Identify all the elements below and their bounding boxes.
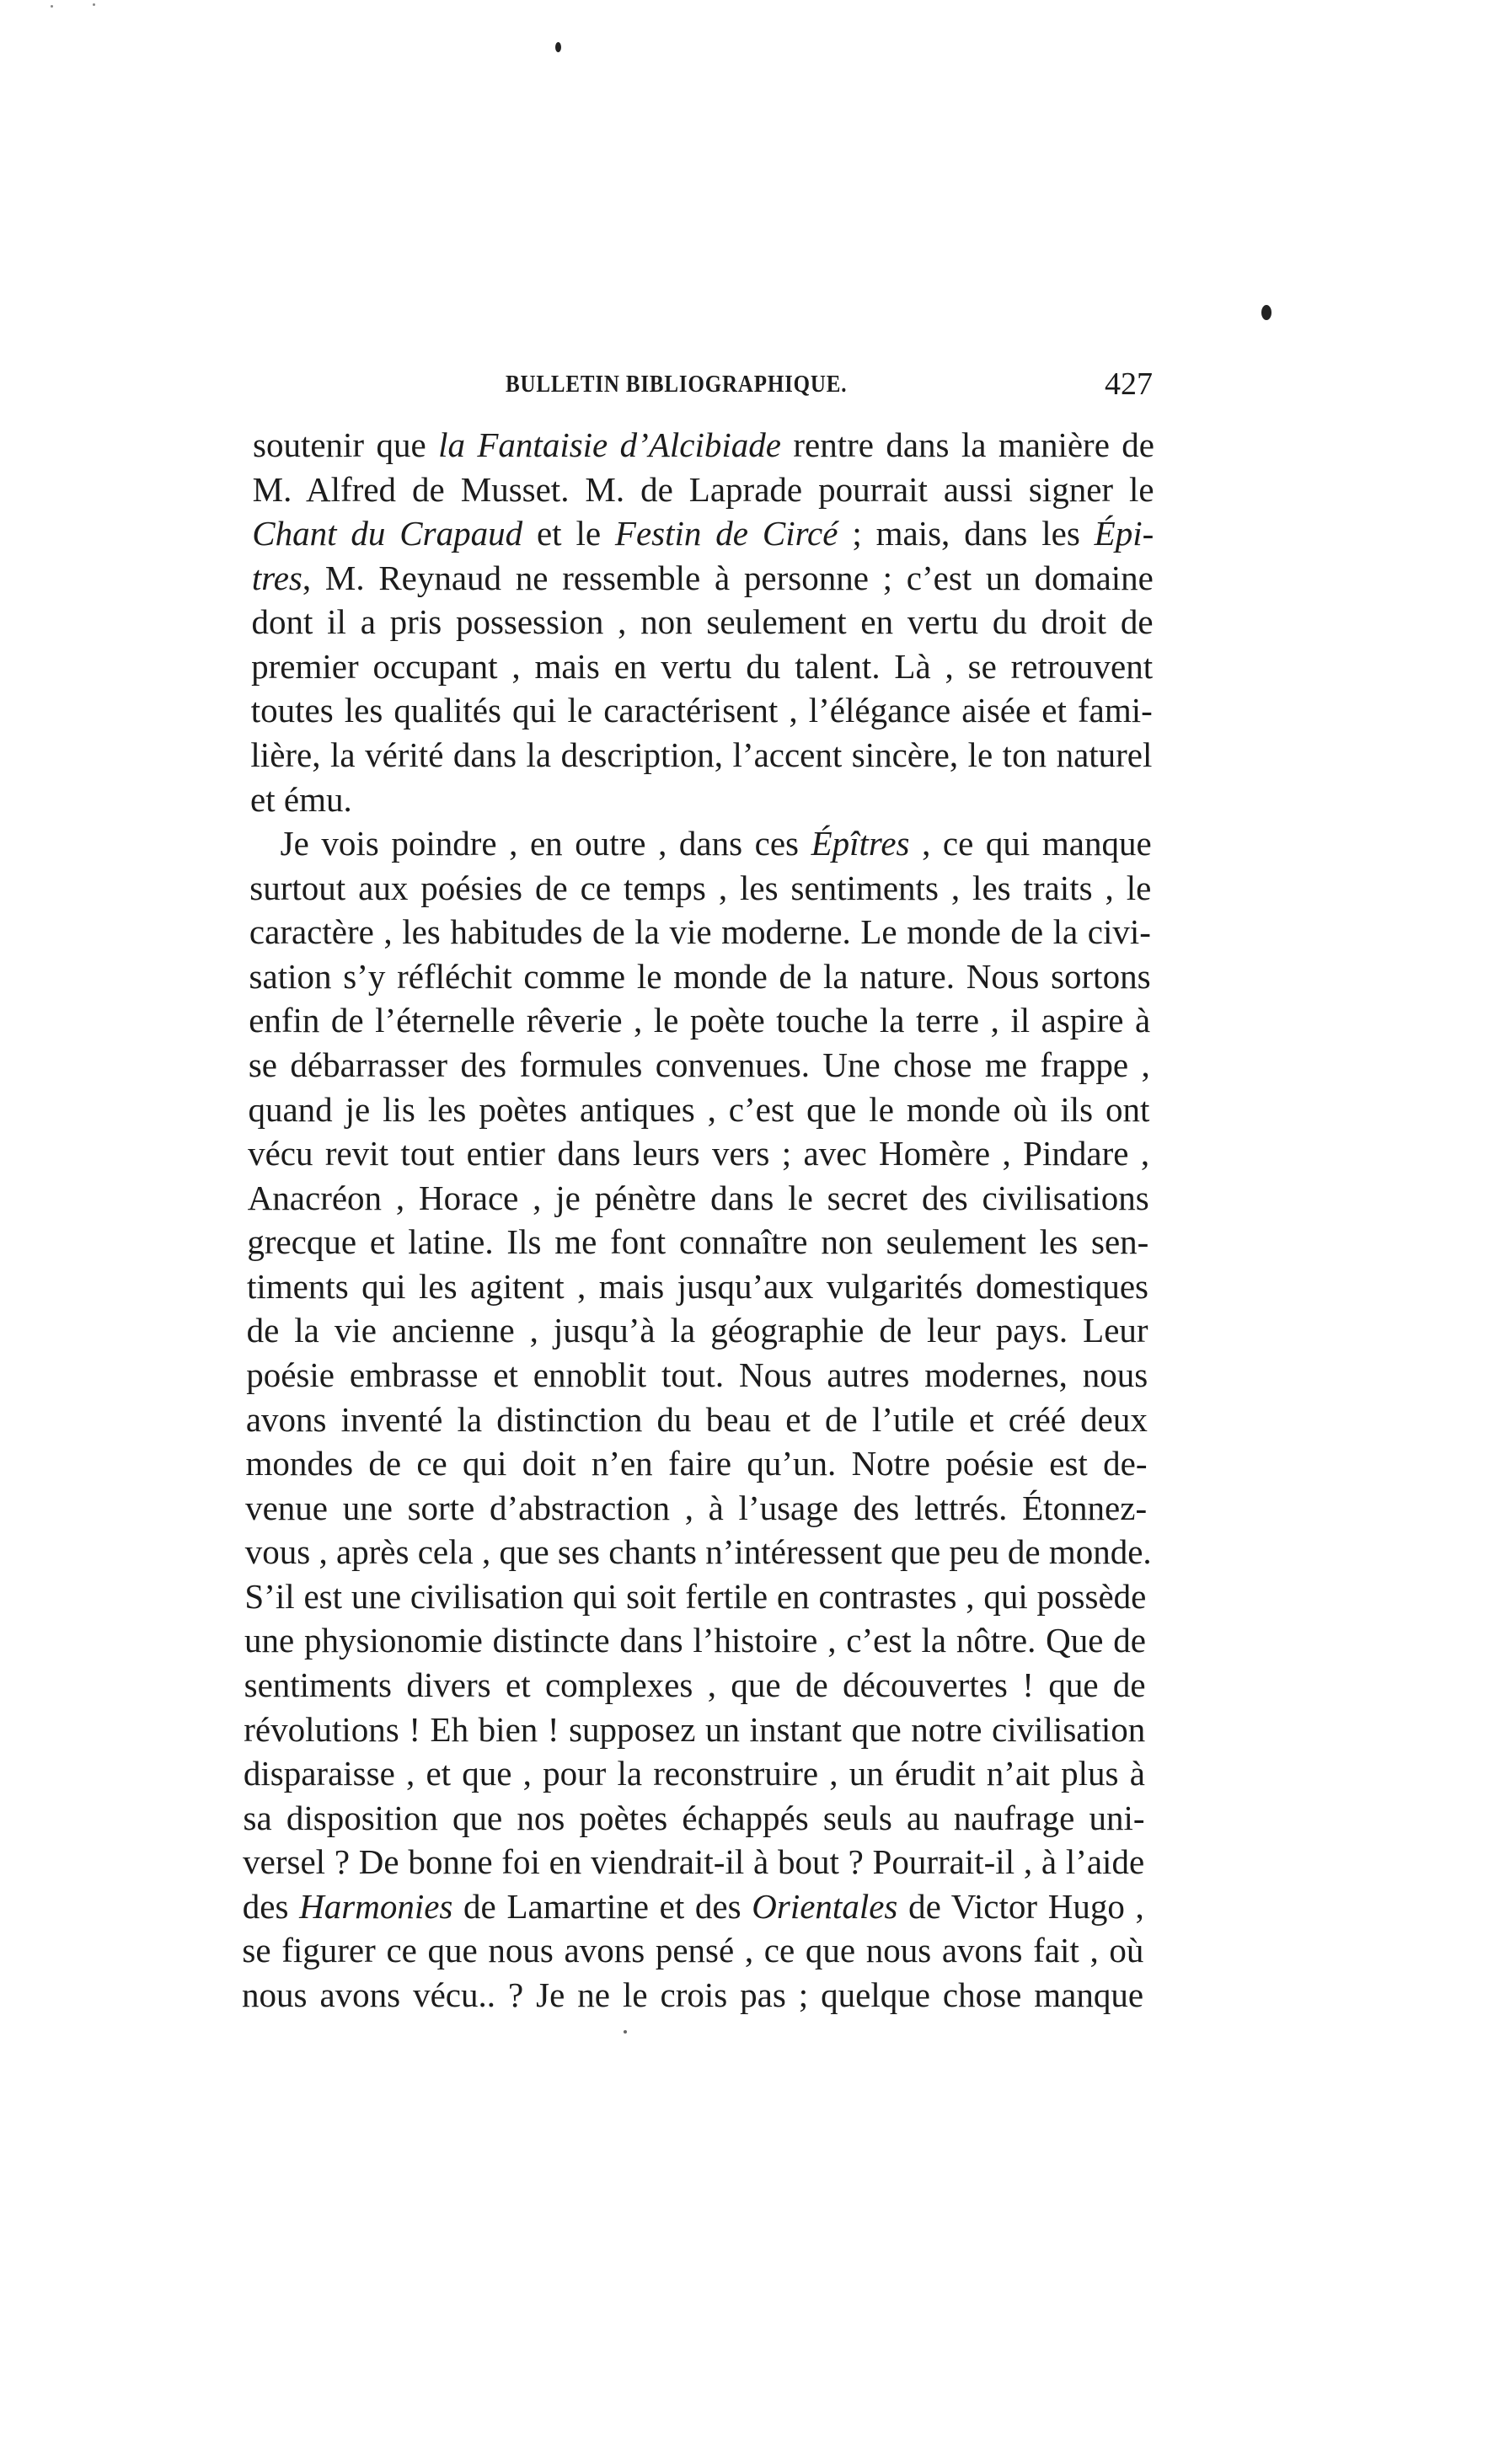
text-line	[242, 1928, 1143, 1972]
text-run: rentre dans la manière de	[780, 425, 1155, 464]
text-run: quand je lis les poètes antiques , c’est que le monde où ils ont	[248, 1089, 1150, 1129]
italic-title: Épîtres	[811, 824, 910, 863]
text-run: venue une sorte d’abstraction , à l’usage des lettrés. Étonnez-	[245, 1488, 1148, 1527]
text-line	[244, 1530, 1152, 1574]
text-line	[252, 511, 1154, 555]
text-run: de Lamartine et des	[452, 1886, 752, 1926]
text-run: dont il a pris possession , non seulement en vertu du droit de	[251, 602, 1154, 642]
ink-speck	[93, 3, 95, 6]
text-line	[244, 1796, 1145, 1840]
text-line	[243, 1840, 1144, 1884]
text-line	[244, 1618, 1146, 1662]
text-run: ; mais, dans les	[838, 514, 1095, 553]
text-line	[244, 1574, 1146, 1618]
text-line	[243, 1884, 1144, 1928]
page-number: 427	[1105, 366, 1153, 402]
text-run: de Victor Hugo ,	[897, 1886, 1144, 1926]
page-header	[253, 366, 1153, 413]
text-run: nous avons vécu.. ? Je ne le crois pas ; quelque chose manque	[242, 1975, 1144, 2014]
text-line	[248, 1131, 1149, 1175]
text-line	[249, 1043, 1150, 1087]
text-run: sa disposition que nos poètes échappés seuls au naufrage uni-	[243, 1798, 1145, 1837]
text-run: Je vois poindre , en outre , dans ces	[280, 824, 811, 863]
ink-speck	[51, 5, 53, 8]
text-line	[245, 1441, 1147, 1485]
text-run: enfin de l’éternelle rêverie , le poète touche la terre , il aspire à	[249, 1001, 1151, 1040]
text-line	[246, 1398, 1148, 1441]
text-run: se figurer ce que nous avons pensé , ce que nous avons fait , où	[242, 1931, 1144, 1970]
text-line	[249, 954, 1151, 998]
text-line	[252, 600, 1154, 644]
text-line	[247, 1308, 1148, 1352]
text-line	[253, 423, 1154, 467]
text-line	[244, 1751, 1145, 1795]
text-line	[248, 1176, 1149, 1220]
ink-speck	[1261, 305, 1271, 320]
text-run: sation s’y réfléchit comme le monde de la nature. Nous sortons	[249, 956, 1151, 996]
italic-title: Festin de Circé	[614, 514, 838, 553]
text-line	[250, 778, 1152, 821]
ink-speck	[555, 42, 561, 52]
text-line	[244, 1663, 1146, 1707]
text-run: soutenir que	[253, 425, 439, 464]
text-run: sentiments divers et complexes , que de découvertes ! que de	[244, 1665, 1146, 1704]
italic-title: Épi-	[1094, 514, 1154, 553]
text-line	[245, 1486, 1147, 1530]
text-run: Anacréon , Horace , je pénètre dans le secret des civilisations	[247, 1178, 1149, 1217]
text-run: se débarrasser des formules convenues. Une chose me frappe ,	[248, 1045, 1150, 1084]
text-line	[251, 688, 1153, 732]
italic-title: Harmonies	[299, 1886, 453, 1926]
text-run: vous , après cela , que ses chants n’intéressent que peu de monde.	[244, 1532, 1152, 1572]
italic-title: Chant du Crapaud	[252, 514, 523, 553]
text-run: poésie embrasse et ennoblit tout. Nous autres modernes, nous	[246, 1355, 1148, 1394]
text-run: versel ? De bonne foi en viendrait-il à bout ? Pourrait-il , à l’aide	[243, 1842, 1145, 1882]
text-run: avons inventé la distinction du beau et de l’utile et créé deux	[245, 1399, 1148, 1439]
text-line	[249, 866, 1151, 910]
text-line	[250, 821, 1152, 865]
text-run: révolutions ! Eh bien ! supposez un instant que notre civilisation	[244, 1709, 1146, 1749]
text-line	[242, 1973, 1143, 2017]
text-run: S’il est une civilisation qui soit fertile en contrastes , qui possède	[244, 1576, 1147, 1616]
text-line	[248, 1088, 1149, 1131]
text-line	[247, 1264, 1148, 1308]
text-run: surtout aux poésies de ce temps , les sentiments , les traits , le	[249, 868, 1152, 907]
text-run: et le	[522, 514, 615, 553]
text-line	[249, 998, 1150, 1042]
text-line	[244, 1708, 1145, 1751]
text-run: M. Alfred de Musset. M. de Laprade pourrait aussi signer le	[252, 469, 1154, 509]
text-line	[252, 556, 1154, 600]
text-run: grecque et latine. Ils me font connaître non seulement les sen-	[247, 1222, 1149, 1262]
text-line	[250, 733, 1152, 777]
text-run: mondes de ce qui doit n’en faire qu’un. Notre poésie est de-	[245, 1444, 1148, 1483]
ink-speck	[624, 2030, 627, 2034]
text-run: , M. Reynaud ne ressemble à personne ; c’est un domaine	[302, 558, 1154, 597]
text-run: , ce qui manque	[909, 824, 1152, 863]
text-run: timents qui les agitent , mais jusqu’aux vulgarités domestiques	[246, 1266, 1148, 1306]
italic-title: la Fantaisie d’Alcibiade	[438, 425, 781, 464]
text-run: disparaisse , et que , pour la reconstruire , un érudit n’ait plus à	[243, 1754, 1145, 1793]
text-run: toutes les qualités qui le caractérisent , l’élégance aisée et fami-	[250, 691, 1153, 730]
text-run: vécu revit tout entier dans leurs vers ; avec Homère , Pindare ,	[248, 1134, 1150, 1173]
italic-title: Orientales	[752, 1886, 898, 1926]
text-line	[247, 1220, 1148, 1264]
text-run: de la vie ancienne , jusqu’à la géographie de leur pays. Leur	[246, 1311, 1148, 1350]
text-run: une physionomie distincte dans l’histoire , c’est la nôtre. Que de	[244, 1621, 1146, 1660]
text-line	[253, 468, 1154, 511]
text-run: premier occupant , mais en vertu du talent. Là , se retrouvent	[251, 646, 1154, 686]
running-title: BULLETIN BIBLIOGRAPHIQUE.	[506, 371, 848, 398]
text-run: des	[242, 1886, 300, 1926]
italic-title: tres	[251, 558, 302, 597]
text-line	[246, 1353, 1148, 1397]
text-run: lière, la vérité dans la description, l’accent sincère, le ton naturel	[250, 735, 1153, 774]
text-line	[249, 910, 1151, 954]
text-line	[251, 644, 1153, 688]
text-run: caractère , les habitudes de la vie moderne. Le monde de la civi-	[249, 912, 1151, 952]
text-run: et ému.	[250, 779, 352, 819]
